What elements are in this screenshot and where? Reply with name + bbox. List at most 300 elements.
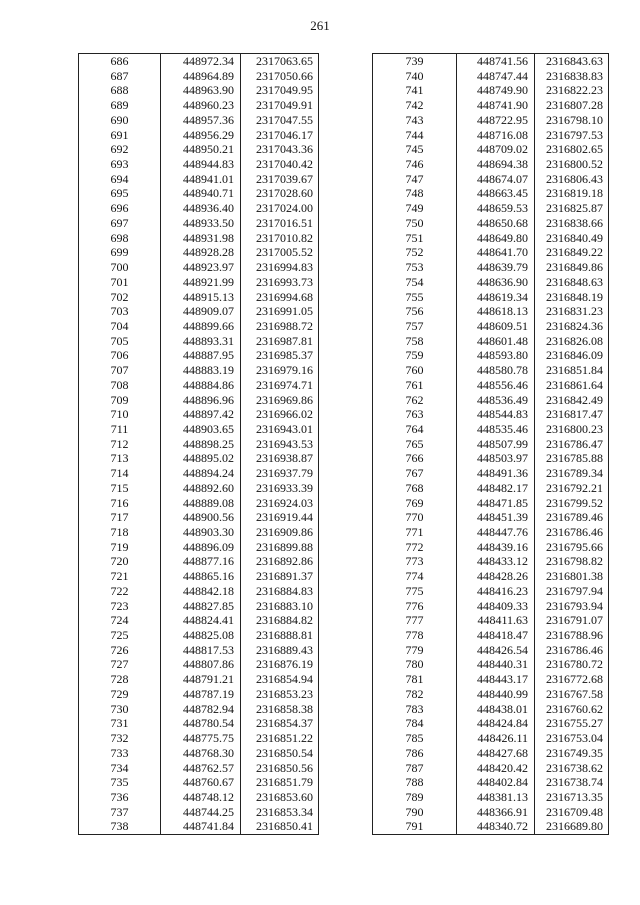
y-coordinate: 2316767.58: [535, 687, 609, 702]
table-row: [373, 731, 609, 746]
x-coordinate: 448956.29: [161, 128, 241, 143]
x-coordinate: 448619.34: [457, 290, 535, 305]
table-row: [373, 186, 609, 201]
point-number: 689: [79, 98, 161, 113]
point-number: 760: [373, 363, 457, 378]
x-coordinate: 448791.21: [161, 672, 241, 687]
table-row: [79, 805, 319, 820]
y-coordinate: 2316738.74: [535, 775, 609, 790]
table-row: [79, 304, 319, 319]
table-row: [373, 260, 609, 275]
x-coordinate: 448491.36: [457, 466, 535, 481]
point-number: 732: [79, 731, 161, 746]
x-coordinate: 448426.54: [457, 643, 535, 658]
y-coordinate: 2316994.68: [241, 290, 319, 305]
y-coordinate: 2317028.60: [241, 186, 319, 201]
point-number: 765: [373, 437, 457, 452]
x-coordinate: 448896.96: [161, 393, 241, 408]
x-coordinate: 448825.08: [161, 628, 241, 643]
point-number: 723: [79, 599, 161, 614]
table-row: [373, 805, 609, 820]
table-row: [79, 584, 319, 599]
x-coordinate: 448381.13: [457, 790, 535, 805]
table-row: [373, 422, 609, 437]
y-coordinate: 2317050.66: [241, 69, 319, 84]
y-coordinate: 2316749.35: [535, 746, 609, 761]
point-number: 777: [373, 613, 457, 628]
table-row: [373, 245, 609, 260]
table-row: [79, 716, 319, 731]
point-number: 780: [373, 657, 457, 672]
table-row: [373, 393, 609, 408]
point-number: 759: [373, 348, 457, 363]
point-number: 697: [79, 216, 161, 231]
table-row: [79, 525, 319, 540]
point-number: 750: [373, 216, 457, 231]
point-number: 782: [373, 687, 457, 702]
table-row: [373, 687, 609, 702]
x-coordinate: 448503.97: [457, 451, 535, 466]
x-coordinate: 448741.90: [457, 98, 535, 113]
x-coordinate: 448593.80: [457, 348, 535, 363]
x-coordinate: 448402.84: [457, 775, 535, 790]
y-coordinate: 2316798.82: [535, 554, 609, 569]
y-coordinate: 2317063.65: [241, 54, 319, 69]
point-number: 789: [373, 790, 457, 805]
x-coordinate: 448650.68: [457, 216, 535, 231]
table-row: [373, 716, 609, 731]
y-coordinate: 2316713.35: [535, 790, 609, 805]
x-coordinate: 448409.33: [457, 599, 535, 614]
table-row: [373, 83, 609, 98]
point-number: 729: [79, 687, 161, 702]
page-number: 261: [310, 18, 330, 33]
y-coordinate: 2316943.01: [241, 422, 319, 437]
x-coordinate: 448709.02: [457, 142, 535, 157]
x-coordinate: 448964.89: [161, 69, 241, 84]
x-coordinate: 448894.24: [161, 466, 241, 481]
table-row: [79, 113, 319, 128]
point-number: 746: [373, 157, 457, 172]
x-coordinate: 448716.08: [457, 128, 535, 143]
y-coordinate: 2316846.09: [535, 348, 609, 363]
table-row: [79, 231, 319, 246]
y-coordinate: 2316807.28: [535, 98, 609, 113]
y-coordinate: 2316791.07: [535, 613, 609, 628]
table-row: [373, 172, 609, 187]
y-coordinate: 2316785.88: [535, 451, 609, 466]
y-coordinate: 2316884.83: [241, 584, 319, 599]
y-coordinate: 2316849.86: [535, 260, 609, 275]
point-number: 762: [373, 393, 457, 408]
x-coordinate: 448915.13: [161, 290, 241, 305]
x-coordinate: 448865.16: [161, 569, 241, 584]
x-coordinate: 448884.86: [161, 378, 241, 393]
point-number: 741: [373, 83, 457, 98]
point-number: 703: [79, 304, 161, 319]
table-row: [373, 142, 609, 157]
x-coordinate: 448960.23: [161, 98, 241, 113]
table-row: [79, 157, 319, 172]
x-coordinate: 448482.17: [457, 481, 535, 496]
table-row: [79, 790, 319, 805]
point-number: 715: [79, 481, 161, 496]
x-coordinate: 448897.42: [161, 407, 241, 422]
y-coordinate: 2317010.82: [241, 231, 319, 246]
table-row: [79, 731, 319, 746]
point-number: 787: [373, 761, 457, 776]
table-row: [79, 569, 319, 584]
table-row: [373, 466, 609, 481]
x-coordinate: 448438.01: [457, 702, 535, 717]
y-coordinate: 2316849.22: [535, 245, 609, 260]
point-number: 698: [79, 231, 161, 246]
table-row: [79, 319, 319, 334]
table-row: [79, 628, 319, 643]
y-coordinate: 2317043.36: [241, 142, 319, 157]
point-number: 764: [373, 422, 457, 437]
table-row: [373, 569, 609, 584]
point-number: 720: [79, 554, 161, 569]
point-number: 754: [373, 275, 457, 290]
table-row: [373, 363, 609, 378]
y-coordinate: 2316993.73: [241, 275, 319, 290]
x-coordinate: 448898.25: [161, 437, 241, 452]
y-coordinate: 2316789.46: [535, 510, 609, 525]
x-coordinate: 448535.46: [457, 422, 535, 437]
y-coordinate: 2316891.37: [241, 569, 319, 584]
table-row: [79, 334, 319, 349]
point-number: 769: [373, 496, 457, 511]
y-coordinate: 2316853.60: [241, 790, 319, 805]
point-number: 711: [79, 422, 161, 437]
table-row: [373, 554, 609, 569]
table-row: [79, 510, 319, 525]
y-coordinate: 2316772.68: [535, 672, 609, 687]
point-number: 731: [79, 716, 161, 731]
y-coordinate: 2316819.18: [535, 186, 609, 201]
y-coordinate: 2316943.53: [241, 437, 319, 452]
table-row: [79, 819, 319, 834]
point-number: 716: [79, 496, 161, 511]
table-row: [373, 231, 609, 246]
coordinate-table-left: [78, 53, 319, 835]
x-coordinate: 448424.84: [457, 716, 535, 731]
table-row: [373, 201, 609, 216]
x-coordinate: 448428.26: [457, 569, 535, 584]
x-coordinate: 448782.94: [161, 702, 241, 717]
table-row: [79, 613, 319, 628]
point-number: 743: [373, 113, 457, 128]
coordinate-table-right: [372, 53, 609, 835]
x-coordinate: 448443.17: [457, 672, 535, 687]
table-row: [373, 319, 609, 334]
point-number: 755: [373, 290, 457, 305]
table-row: [373, 496, 609, 511]
x-coordinate: 448768.30: [161, 746, 241, 761]
x-coordinate: 448451.39: [457, 510, 535, 525]
table-row: [373, 157, 609, 172]
x-coordinate: 448972.34: [161, 54, 241, 69]
point-number: 713: [79, 451, 161, 466]
point-number: 786: [373, 746, 457, 761]
x-coordinate: 448909.07: [161, 304, 241, 319]
table-row: [79, 363, 319, 378]
table-row: [79, 554, 319, 569]
table-row: [79, 761, 319, 776]
point-number: 784: [373, 716, 457, 731]
table-row: [373, 216, 609, 231]
point-number: 740: [373, 69, 457, 84]
table-row: [373, 613, 609, 628]
y-coordinate: 2316800.23: [535, 422, 609, 437]
table-row: [79, 540, 319, 555]
point-number: 727: [79, 657, 161, 672]
y-coordinate: 2317005.52: [241, 245, 319, 260]
y-coordinate: 2316974.71: [241, 378, 319, 393]
table-row: [373, 290, 609, 305]
table-row: [79, 142, 319, 157]
point-number: 725: [79, 628, 161, 643]
table-row: [79, 275, 319, 290]
table-row: [373, 599, 609, 614]
y-coordinate: 2316760.62: [535, 702, 609, 717]
x-coordinate: 448941.01: [161, 172, 241, 187]
point-number: 717: [79, 510, 161, 525]
table-row: [79, 128, 319, 143]
point-number: 752: [373, 245, 457, 260]
y-coordinate: 2316786.46: [535, 525, 609, 540]
point-number: 742: [373, 98, 457, 113]
x-coordinate: 448416.23: [457, 584, 535, 599]
y-coordinate: 2316889.43: [241, 643, 319, 658]
table-row: [373, 348, 609, 363]
x-coordinate: 448787.19: [161, 687, 241, 702]
y-coordinate: 2316854.94: [241, 672, 319, 687]
point-number: 726: [79, 643, 161, 658]
point-number: 722: [79, 584, 161, 599]
table-row: [79, 201, 319, 216]
table-row: [79, 407, 319, 422]
y-coordinate: 2316850.41: [241, 819, 319, 834]
table-row: [373, 334, 609, 349]
y-coordinate: 2316793.94: [535, 599, 609, 614]
y-coordinate: 2316780.72: [535, 657, 609, 672]
table-row: [373, 128, 609, 143]
point-number: 734: [79, 761, 161, 776]
y-coordinate: 2316826.08: [535, 334, 609, 349]
x-coordinate: 448722.95: [457, 113, 535, 128]
table-row: [373, 54, 609, 69]
x-coordinate: 448601.48: [457, 334, 535, 349]
x-coordinate: 448411.63: [457, 613, 535, 628]
y-coordinate: 2316888.81: [241, 628, 319, 643]
point-number: 773: [373, 554, 457, 569]
table-row: [373, 525, 609, 540]
x-coordinate: 448957.36: [161, 113, 241, 128]
point-number: 719: [79, 540, 161, 555]
x-coordinate: 448807.86: [161, 657, 241, 672]
x-coordinate: 448892.60: [161, 481, 241, 496]
table-row: [373, 790, 609, 805]
x-coordinate: 448433.12: [457, 554, 535, 569]
table-row: [79, 466, 319, 481]
point-number: 788: [373, 775, 457, 790]
y-coordinate: 2316994.83: [241, 260, 319, 275]
x-coordinate: 448439.16: [457, 540, 535, 555]
x-coordinate: 448827.85: [161, 599, 241, 614]
x-coordinate: 448893.31: [161, 334, 241, 349]
y-coordinate: 2316789.34: [535, 466, 609, 481]
x-coordinate: 448940.71: [161, 186, 241, 201]
x-coordinate: 448741.84: [161, 819, 241, 834]
point-number: 702: [79, 290, 161, 305]
point-number: 781: [373, 672, 457, 687]
y-coordinate: 2316838.83: [535, 69, 609, 84]
x-coordinate: 448471.85: [457, 496, 535, 511]
y-coordinate: 2316786.46: [535, 643, 609, 658]
y-coordinate: 2316831.23: [535, 304, 609, 319]
x-coordinate: 448903.30: [161, 525, 241, 540]
point-number: 749: [373, 201, 457, 216]
table-row: [373, 98, 609, 113]
table-row: [373, 628, 609, 643]
point-number: 775: [373, 584, 457, 599]
y-coordinate: 2316824.36: [535, 319, 609, 334]
point-number: 774: [373, 569, 457, 584]
x-coordinate: 448883.19: [161, 363, 241, 378]
x-coordinate: 448842.18: [161, 584, 241, 599]
table-row: [79, 422, 319, 437]
y-coordinate: 2316883.10: [241, 599, 319, 614]
point-number: 758: [373, 334, 457, 349]
point-number: 753: [373, 260, 457, 275]
table-row: [373, 437, 609, 452]
y-coordinate: 2316854.37: [241, 716, 319, 731]
point-number: 714: [79, 466, 161, 481]
y-coordinate: 2316969.86: [241, 393, 319, 408]
x-coordinate: 448950.21: [161, 142, 241, 157]
x-coordinate: 448427.68: [457, 746, 535, 761]
y-coordinate: 2316988.72: [241, 319, 319, 334]
point-number: 730: [79, 702, 161, 717]
point-number: 763: [373, 407, 457, 422]
x-coordinate: 448895.02: [161, 451, 241, 466]
x-coordinate: 448775.75: [161, 731, 241, 746]
x-coordinate: 448903.65: [161, 422, 241, 437]
x-coordinate: 448963.90: [161, 83, 241, 98]
y-coordinate: 2316825.87: [535, 201, 609, 216]
x-coordinate: 448896.09: [161, 540, 241, 555]
table-row: [373, 584, 609, 599]
y-coordinate: 2316840.49: [535, 231, 609, 246]
y-coordinate: 2316806.43: [535, 172, 609, 187]
x-coordinate: 448741.56: [457, 54, 535, 69]
table-row: [373, 481, 609, 496]
y-coordinate: 2316795.66: [535, 540, 609, 555]
table-row: [79, 83, 319, 98]
table-row: [373, 746, 609, 761]
point-number: 790: [373, 805, 457, 820]
point-number: 771: [373, 525, 457, 540]
y-coordinate: 2317016.51: [241, 216, 319, 231]
y-coordinate: 2316788.96: [535, 628, 609, 643]
point-number: 745: [373, 142, 457, 157]
table-row: [79, 54, 319, 69]
table-row: [373, 672, 609, 687]
point-number: 691: [79, 128, 161, 143]
table-row: [79, 451, 319, 466]
x-coordinate: 448674.07: [457, 172, 535, 187]
table-row: [373, 540, 609, 555]
point-number: 708: [79, 378, 161, 393]
point-number: 686: [79, 54, 161, 69]
table-row: [373, 113, 609, 128]
table-row: [79, 260, 319, 275]
y-coordinate: 2316799.52: [535, 496, 609, 511]
y-coordinate: 2316933.39: [241, 481, 319, 496]
x-coordinate: 448780.54: [161, 716, 241, 731]
y-coordinate: 2316876.19: [241, 657, 319, 672]
table-row: [79, 290, 319, 305]
y-coordinate: 2316884.82: [241, 613, 319, 628]
point-number: 709: [79, 393, 161, 408]
y-coordinate: 2316899.88: [241, 540, 319, 555]
y-coordinate: 2316848.63: [535, 275, 609, 290]
y-coordinate: 2316797.53: [535, 128, 609, 143]
table-row: [79, 98, 319, 113]
x-coordinate: 448418.47: [457, 628, 535, 643]
point-number: 738: [79, 819, 161, 834]
y-coordinate: 2316853.23: [241, 687, 319, 702]
point-number: 756: [373, 304, 457, 319]
point-number: 791: [373, 819, 457, 834]
x-coordinate: 448936.40: [161, 201, 241, 216]
point-number: 695: [79, 186, 161, 201]
point-number: 736: [79, 790, 161, 805]
table-row: [373, 378, 609, 393]
y-coordinate: 2316753.04: [535, 731, 609, 746]
point-number: 721: [79, 569, 161, 584]
x-coordinate: 448694.38: [457, 157, 535, 172]
x-coordinate: 448663.45: [457, 186, 535, 201]
y-coordinate: 2316851.84: [535, 363, 609, 378]
y-coordinate: 2316861.64: [535, 378, 609, 393]
y-coordinate: 2316689.80: [535, 819, 609, 834]
table-row: [373, 510, 609, 525]
point-number: 710: [79, 407, 161, 422]
x-coordinate: 448921.99: [161, 275, 241, 290]
y-coordinate: 2316797.94: [535, 584, 609, 599]
point-number: 761: [373, 378, 457, 393]
y-coordinate: 2316755.27: [535, 716, 609, 731]
point-number: 687: [79, 69, 161, 84]
table-row: [79, 186, 319, 201]
table-row: [373, 775, 609, 790]
x-coordinate: 448366.91: [457, 805, 535, 820]
table-row: [373, 702, 609, 717]
x-coordinate: 448762.57: [161, 761, 241, 776]
x-coordinate: 448641.70: [457, 245, 535, 260]
x-coordinate: 448340.72: [457, 819, 535, 834]
point-number: 770: [373, 510, 457, 525]
y-coordinate: 2316792.21: [535, 481, 609, 496]
point-number: 744: [373, 128, 457, 143]
table-row: [79, 481, 319, 496]
table-row: [373, 761, 609, 776]
point-number: 690: [79, 113, 161, 128]
x-coordinate: 448744.25: [161, 805, 241, 820]
